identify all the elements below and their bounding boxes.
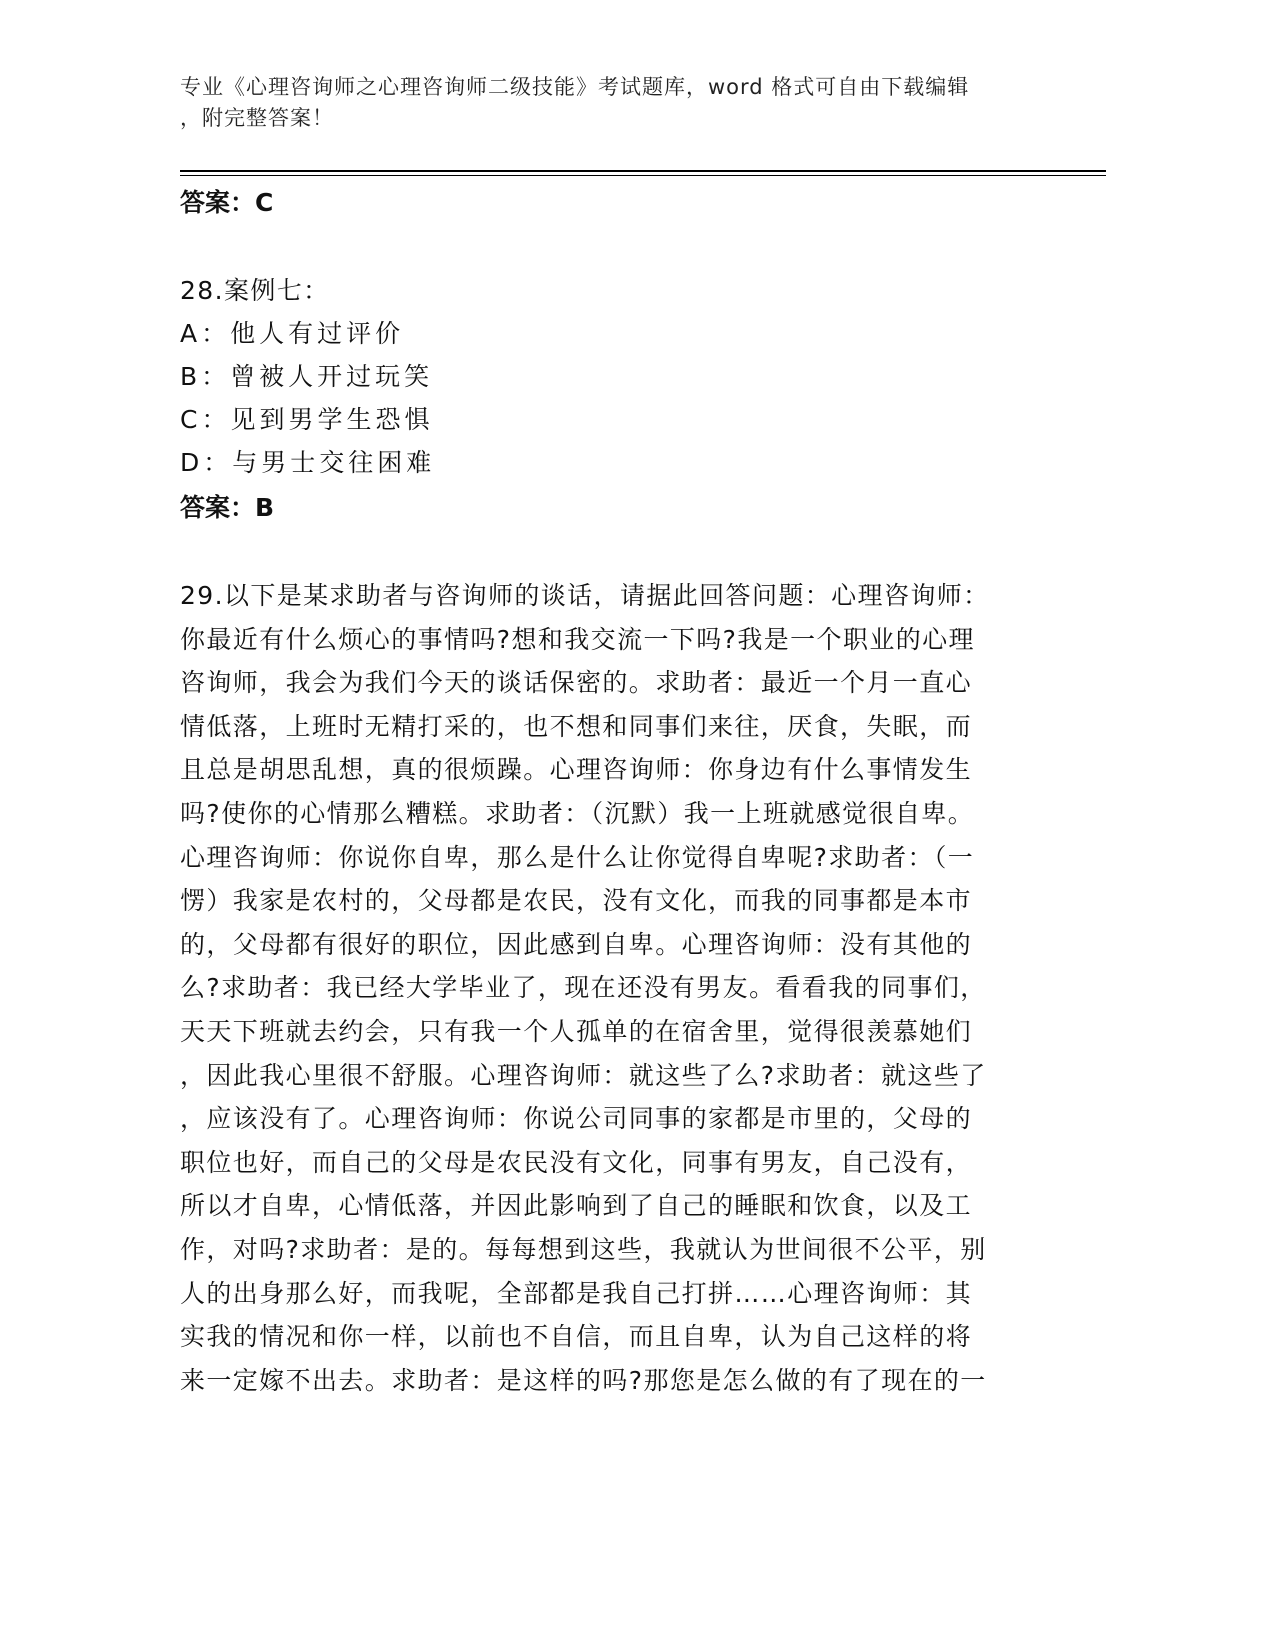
question-text-line: ，应该没有了。心理咨询师：你说公司同事的家都是市里的，父母的: [180, 1104, 973, 1134]
question-text-line: 愣）我家是农村的，父母都是农民，没有文化，而我的同事都是本市: [180, 886, 973, 916]
question-text-line: 么?求助者：我已经大学毕业了，现在还没有男友。看看我的同事们，: [180, 973, 987, 1003]
question-text-line: 实我的情况和你一样，以前也不自信，而且自卑，认为自己这样的将: [180, 1322, 973, 1352]
previous-answer: 答案：C: [180, 188, 274, 217]
question-text-line: ，因此我心里很不舒服。心理咨询师：就这些了么?求助者：就这些了: [180, 1060, 987, 1090]
question-text-line: 咨询师，我会为我们今天的谈话保密的。求助者：最近一个月一直心: [180, 668, 973, 698]
question-text-line: 情低落，上班时无精打采的，也不想和同事们来往，厌食，失眠，而: [180, 711, 973, 741]
question-text-line: 你最近有什么烦心的事情吗?想和我交流一下吗?我是一个职业的心理: [180, 624, 975, 654]
question-title: 28.案例七：: [180, 276, 330, 305]
question-text-line: 吗?使你的心情那么糟糕。求助者：（沉默）我一上班就感觉很自卑。: [180, 799, 975, 828]
question-text-line: 天天下班就去约会，只有我一个人孤单的在宿舍里，觉得很羡慕她们: [180, 1017, 973, 1046]
header-line: ，附完整答案！: [180, 106, 334, 130]
header-line: 专业《心理咨询师之心理咨询师二级技能》考试题库，word 格式可自由下载编辑: [180, 75, 970, 99]
question-text-line: 29.以下是某求助者与咨询师的谈话，请据此回答问题：心理咨询师：: [180, 581, 990, 610]
option-a: A：他人有过评价: [180, 319, 405, 348]
question-text-line: 来一定嫁不出去。求助者：是这样的吗?那您是怎么做的有了现在的一: [180, 1365, 987, 1395]
header-divider-thin: [180, 175, 1106, 176]
question-text-line: 心理咨询师：你说你自卑，那么是什么让你觉得自卑呢?求助者：（一: [180, 842, 975, 872]
question-text-line: 人的出身那么好，而我呢，全部都是我自己打拼……心理咨询师：其: [180, 1278, 973, 1308]
option-d: D：与男士交往困难: [180, 448, 436, 477]
option-c: C：见到男学生恐惧: [180, 405, 434, 434]
answer: 答案：B: [180, 493, 275, 522]
question-text-line: 所以才自卑，心情低落，并因此影响到了自己的睡眠和饮食，以及工: [180, 1191, 973, 1221]
option-b: B：曾被人开过玩笑: [180, 362, 434, 391]
question-text-line: 作，对吗?求助者：是的。每每想到这些，我就认为世间很不公平，别: [180, 1235, 987, 1264]
question-text-line: 职位也好，而自己的父母是农民没有文化，同事有男友，自己没有，: [180, 1147, 973, 1177]
question-text-line: 且总是胡思乱想，真的很烦躁。心理咨询师：你身边有什么事情发生: [180, 755, 973, 785]
question-text-line: 的，父母都有很好的职位，因此感到自卑。心理咨询师：没有其他的: [180, 929, 973, 959]
header-divider: [180, 170, 1106, 172]
